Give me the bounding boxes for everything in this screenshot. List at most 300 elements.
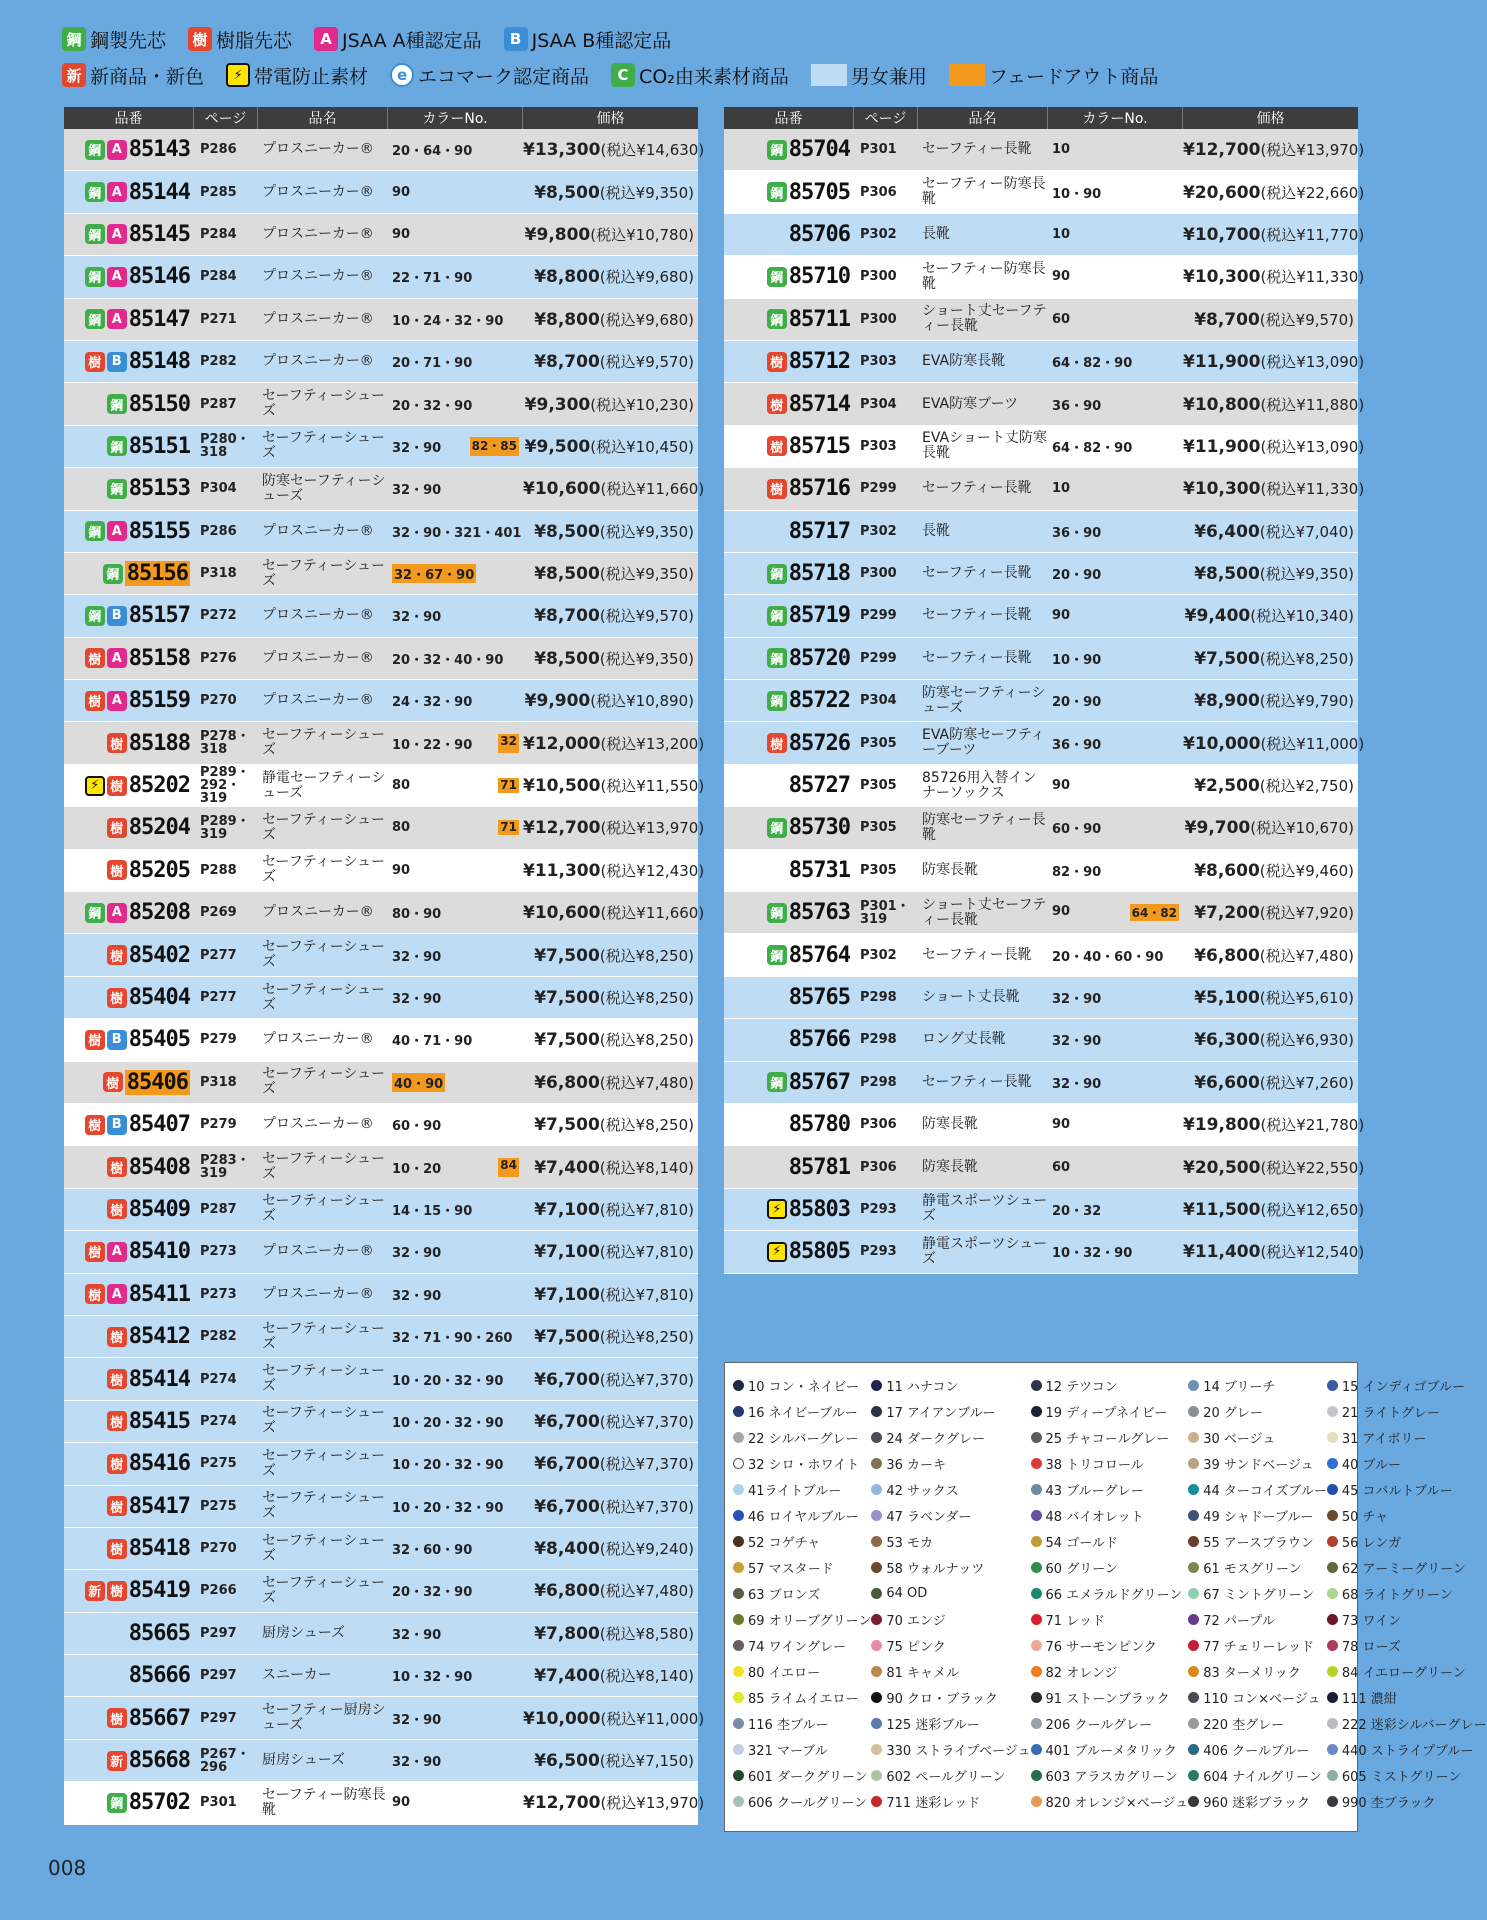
price: ¥9,700 xyxy=(1184,818,1251,839)
ju-icon: 樹 xyxy=(107,988,127,1008)
color-dot xyxy=(871,1588,882,1599)
color-item xyxy=(871,1713,1030,1733)
color-label: 11 ハナコン xyxy=(886,1379,959,1395)
product-name: セーフティー長靴 xyxy=(922,607,1032,624)
color-numbers xyxy=(1048,988,1183,1007)
part-number: 85781 xyxy=(788,1154,850,1180)
color-dot xyxy=(871,1380,882,1391)
color-dot xyxy=(1188,1380,1199,1391)
price: ¥12,700 xyxy=(523,818,601,839)
part-number: 85417 xyxy=(128,1493,190,1519)
color-list: 90 xyxy=(392,226,411,242)
part-no-cell xyxy=(724,892,854,933)
part-no-cell xyxy=(64,1655,194,1696)
color-item xyxy=(1188,1635,1327,1655)
kou-icon: 鋼 xyxy=(767,903,787,923)
price: ¥8,700 xyxy=(534,606,600,627)
table-row xyxy=(724,1019,1358,1061)
price-tax-included: (税込¥10,890) xyxy=(590,692,694,711)
color-dot xyxy=(733,1796,744,1807)
page-ref: P299 xyxy=(860,650,897,666)
part-no-cell xyxy=(64,129,194,170)
color-numbers xyxy=(388,1581,523,1600)
color-list: 90 xyxy=(1052,778,1071,794)
color-item xyxy=(871,1583,1030,1603)
product-name: プロスニーカー® xyxy=(262,1285,374,1302)
a-icon: A xyxy=(107,224,127,244)
table-row xyxy=(64,1443,698,1485)
part-number: 85710 xyxy=(788,264,850,290)
kou-icon: 鋼 xyxy=(767,267,787,287)
color-label: 71 レッド xyxy=(1045,1613,1106,1629)
kou-icon: 鋼 xyxy=(767,140,787,160)
a-icon: A xyxy=(107,521,127,541)
page-ref: P298 xyxy=(860,1074,897,1090)
page-ref: P278・318 xyxy=(200,729,250,758)
color-list: 40・71・90 xyxy=(392,1034,473,1050)
price-tax-included: (税込¥22,660) xyxy=(1260,183,1365,202)
part-no-cell xyxy=(64,299,194,340)
table-row xyxy=(724,595,1358,637)
shin-icon: 新 xyxy=(107,1751,127,1771)
color-dot xyxy=(1031,1406,1042,1417)
color-numbers xyxy=(388,1242,523,1261)
color-dot xyxy=(1327,1432,1338,1443)
price: ¥9,500 xyxy=(524,436,591,457)
price-cell xyxy=(1183,1199,1365,1220)
ju-icon: 樹 xyxy=(767,352,787,372)
price-cell xyxy=(523,1241,698,1262)
price-tax-included: (税込¥7,260) xyxy=(1259,1073,1354,1092)
color-numbers xyxy=(1048,227,1183,242)
price: ¥11,400 xyxy=(1183,1242,1261,1263)
product-name: セーフティー長靴 xyxy=(922,565,1032,582)
part-number: 85143 xyxy=(128,137,190,163)
page-ref: P287 xyxy=(200,1201,237,1217)
a-icon: A xyxy=(107,309,127,329)
color-dot xyxy=(1188,1640,1199,1651)
color-label: 15 インディゴブルー xyxy=(1341,1379,1465,1395)
ju-icon: 樹 xyxy=(107,1327,127,1347)
page-ref: P289・292・319 xyxy=(200,765,250,807)
color-item xyxy=(871,1661,1030,1681)
page-ref: P275 xyxy=(200,1498,237,1514)
page-ref: P298 xyxy=(860,1032,897,1048)
part-number: 85666 xyxy=(128,1663,190,1689)
part-no-cell xyxy=(724,341,854,382)
color-dot xyxy=(1188,1614,1199,1625)
color-dot xyxy=(871,1796,882,1807)
product-name: セーフティーシューズ xyxy=(262,854,386,886)
den-icon: ⚡ xyxy=(85,776,105,796)
color-list: 10・90 xyxy=(1052,652,1102,668)
b-icon: B xyxy=(107,1030,127,1050)
price-tax-included: (税込¥9,680) xyxy=(599,310,694,329)
table-header xyxy=(64,107,698,129)
price-tax-included: (税込¥12,430) xyxy=(600,861,705,880)
color-numbers xyxy=(388,1751,523,1770)
page-ref: P300 xyxy=(860,269,897,285)
color-dot xyxy=(1031,1432,1042,1443)
a-icon: A xyxy=(107,1242,127,1262)
product-name: 防寒長靴 xyxy=(922,861,978,878)
page-ref: P297 xyxy=(200,1710,237,1726)
price-tax-included: (税込¥9,240) xyxy=(599,1540,694,1559)
page-ref: P287 xyxy=(200,396,237,412)
kou-icon: 鋼 xyxy=(767,691,787,711)
price: ¥7,400 xyxy=(534,1666,600,1687)
color-dot xyxy=(1327,1692,1338,1703)
table-header xyxy=(724,107,1358,129)
part-no-cell xyxy=(724,171,854,212)
price-tax-included: (税込¥13,970) xyxy=(1260,141,1365,160)
a-icon: A xyxy=(107,140,127,160)
color-label: 110 コン×ベージュ xyxy=(1203,1691,1321,1707)
color-dot xyxy=(1031,1484,1042,1495)
color-label: 50 チャ xyxy=(1341,1509,1389,1525)
part-no-cell xyxy=(64,850,194,891)
part-no-cell xyxy=(724,426,854,467)
price: ¥10,300 xyxy=(1183,267,1261,288)
price-cell xyxy=(523,1199,698,1220)
color-item xyxy=(871,1791,1030,1811)
part-no-cell xyxy=(64,1697,194,1738)
product-name: プロスニーカー® xyxy=(262,607,374,624)
part-no-cell xyxy=(64,426,194,467)
color-label: 82 オレンジ xyxy=(1045,1665,1118,1681)
table-row xyxy=(724,468,1365,510)
color-list: 10・20・32・90 xyxy=(392,1415,504,1431)
color-numbers xyxy=(1048,564,1183,583)
color-label: 30 ベージュ xyxy=(1203,1431,1276,1447)
part-no-cell xyxy=(724,1146,854,1187)
color-list: 60・90 xyxy=(392,1119,442,1135)
page-ref: P304 xyxy=(860,693,897,709)
color-item xyxy=(1031,1661,1189,1681)
color-numbers xyxy=(388,1158,523,1177)
ju-icon: 樹 xyxy=(107,1496,127,1516)
table-row xyxy=(64,892,705,934)
b-icon: B xyxy=(504,27,528,51)
part-no-cell xyxy=(724,765,854,806)
color-item xyxy=(1188,1401,1327,1421)
color-list: 60 xyxy=(1052,311,1071,327)
page-ref: P283・319 xyxy=(200,1153,250,1182)
header-part-no: 品番 xyxy=(724,107,854,129)
page-ref: P288 xyxy=(200,862,237,878)
part-no-cell xyxy=(64,977,194,1018)
price-tax-included: (税込¥11,660) xyxy=(600,904,705,923)
color-numbers xyxy=(388,1115,523,1134)
color-numbers xyxy=(388,1285,523,1304)
part-no-cell xyxy=(64,1274,194,1315)
color-list: 10 xyxy=(1052,142,1071,158)
price-cell xyxy=(523,478,705,500)
color-list: 10・20・32・90 xyxy=(392,1500,504,1516)
color-dot xyxy=(871,1770,882,1781)
part-no-cell xyxy=(64,765,194,806)
ju-icon: 樹 xyxy=(107,818,127,838)
table-row xyxy=(64,1613,698,1655)
part-no-cell xyxy=(64,1613,194,1654)
color-dot xyxy=(1327,1380,1338,1391)
part-number: 85150 xyxy=(128,391,190,417)
part-number: 85764 xyxy=(788,942,850,968)
price-tax-included: (税込¥11,880) xyxy=(1260,395,1365,414)
color-dot xyxy=(1327,1640,1338,1651)
price-cell xyxy=(1183,182,1365,203)
ju-icon: 樹 xyxy=(767,394,787,414)
page-ref: P277 xyxy=(200,990,237,1005)
table-row xyxy=(724,553,1358,595)
page-ref: P279 xyxy=(200,1117,237,1133)
price: ¥8,500 xyxy=(534,564,600,585)
product-name: プロスニーカー® xyxy=(262,1243,374,1260)
color-list: 20・40・60・90 xyxy=(1052,949,1164,965)
price: ¥6,700 xyxy=(534,1411,600,1432)
price: ¥7,500 xyxy=(1194,648,1260,669)
color-list: 36・90 xyxy=(1052,737,1102,753)
a-icon: A xyxy=(107,691,127,711)
price-cell xyxy=(1183,648,1358,669)
a-icon: A xyxy=(107,267,127,287)
price: ¥10,600 xyxy=(523,903,601,924)
page-ref: P272 xyxy=(200,608,237,624)
color-numbers xyxy=(388,820,523,835)
price-tax-included: (税込¥13,090) xyxy=(1260,437,1365,456)
color-item xyxy=(733,1531,871,1551)
table-row xyxy=(64,1570,698,1612)
color-numbers xyxy=(388,437,523,456)
price-cell xyxy=(1183,563,1358,584)
color-label: 72 パープル xyxy=(1203,1613,1275,1629)
legend-label: CO₂由来素材商品 xyxy=(639,65,789,88)
page-ref: P300 xyxy=(860,566,897,582)
part-no-cell xyxy=(64,468,194,509)
color-item xyxy=(1327,1505,1487,1525)
color-list: 32・90 xyxy=(392,1288,442,1304)
price: ¥10,000 xyxy=(1183,733,1261,754)
page-ref: P305 xyxy=(860,820,897,836)
color-label: 61 モスグリーン xyxy=(1203,1561,1302,1577)
part-number: 85407 xyxy=(128,1112,190,1138)
page-ref: P270 xyxy=(200,1541,237,1557)
price-tax-included: (税込¥7,370) xyxy=(599,1412,694,1431)
part-no-cell xyxy=(724,468,854,509)
color-dot xyxy=(1031,1770,1042,1781)
page-ref: P318 xyxy=(200,566,237,582)
table-row xyxy=(724,934,1358,976)
product-name: セーフティーシューズ xyxy=(262,1405,386,1437)
ju-icon: 樹 xyxy=(767,733,787,753)
color-item xyxy=(1031,1427,1189,1447)
legend-item xyxy=(390,62,589,89)
color-list: 10・20 xyxy=(392,1161,442,1177)
price: ¥6,700 xyxy=(534,1454,600,1475)
part-no-cell xyxy=(64,553,194,594)
product-name: ショート丈セーフティー長靴 xyxy=(922,303,1047,335)
part-number: 85706 xyxy=(788,221,850,247)
table-row xyxy=(64,299,698,341)
price-cell xyxy=(1183,139,1365,161)
color-label: 990 杢ブラック xyxy=(1341,1795,1436,1811)
table-row xyxy=(64,1655,698,1697)
price-cell xyxy=(523,1284,698,1305)
product-name: セーフティーシューズ xyxy=(262,430,386,462)
legend-item xyxy=(62,62,204,89)
price-cell xyxy=(523,1369,698,1390)
price-tax-included: (税込¥7,370) xyxy=(599,1370,694,1389)
price-cell xyxy=(523,987,698,1008)
color-numbers xyxy=(388,267,523,286)
color-label: 17 アイアンブルー xyxy=(886,1405,996,1421)
ju-icon: 樹 xyxy=(107,945,127,965)
price-tax-included: (税込¥7,480) xyxy=(599,1582,694,1601)
legend-label: JSAA A種認定品 xyxy=(342,29,482,52)
table-row xyxy=(64,1274,698,1316)
color-list: 20・71・90 xyxy=(392,356,473,372)
price-cell xyxy=(523,182,698,203)
page-ref: P301・319 xyxy=(860,898,910,927)
product-name: プロスニーカー® xyxy=(262,904,374,921)
table-row xyxy=(64,214,698,256)
part-no-cell xyxy=(64,511,194,552)
price: ¥8,600 xyxy=(1194,860,1260,881)
table-row xyxy=(64,934,698,976)
price-tax-included: (税込¥9,350) xyxy=(599,649,694,668)
part-number: 85719 xyxy=(788,603,850,629)
color-label: 25 チャコールグレー xyxy=(1045,1431,1170,1447)
eco-icon: e xyxy=(390,63,414,87)
color-dot xyxy=(1188,1458,1199,1469)
part-number: 85148 xyxy=(128,349,190,375)
color-list: 32・90 xyxy=(1052,1034,1102,1050)
color-item xyxy=(1188,1557,1327,1577)
product-name: 静電スポーツシューズ xyxy=(922,1193,1048,1225)
color-chart xyxy=(724,1362,1487,1832)
color-list: 10 xyxy=(1052,226,1071,242)
color-dot xyxy=(871,1458,882,1469)
price-cell xyxy=(523,394,698,415)
price: ¥12,700 xyxy=(1183,140,1261,161)
color-list: 20・32・90 xyxy=(392,398,473,414)
legend-row-1 xyxy=(62,24,1362,54)
color-dot xyxy=(1327,1458,1338,1469)
color-list: 32・90 xyxy=(392,992,442,1007)
color-dot xyxy=(733,1588,744,1599)
color-dot xyxy=(733,1536,744,1547)
color-dot xyxy=(1327,1770,1338,1781)
price-tax-included: (税込¥10,450) xyxy=(590,437,694,456)
color-numbers xyxy=(388,734,523,753)
color-list: 36・90 xyxy=(1052,398,1102,414)
ju-icon: 樹 xyxy=(107,860,127,880)
table-row xyxy=(64,341,698,383)
price-cell xyxy=(1183,605,1358,626)
table-row xyxy=(64,1019,698,1061)
color-dot xyxy=(871,1718,882,1729)
part-number: 85151 xyxy=(128,433,190,459)
price-tax-included: (税込¥9,570) xyxy=(599,607,694,626)
color-item xyxy=(1327,1661,1487,1681)
color-label: 70 エンジ xyxy=(886,1613,946,1629)
price-cell xyxy=(523,1496,698,1517)
part-no-cell xyxy=(724,722,854,763)
color-label: 85 ライムイエロー xyxy=(748,1691,859,1707)
price: ¥8,500 xyxy=(534,648,600,669)
part-no-cell xyxy=(724,850,854,891)
color-dot xyxy=(733,1744,744,1755)
table-row xyxy=(64,977,698,1019)
part-no-cell xyxy=(64,1443,194,1484)
color-label: 603 アラスカグリーン xyxy=(1045,1769,1178,1785)
color-swatch xyxy=(949,64,985,86)
color-list: 36・90 xyxy=(1052,525,1102,541)
table-row xyxy=(64,1358,698,1400)
color-dot xyxy=(1327,1510,1338,1521)
product-name: プロスニーカー® xyxy=(262,141,374,158)
color-item xyxy=(733,1687,871,1707)
product-name: セーフティー長靴 xyxy=(922,1073,1032,1090)
color-list: 10・24・32・90 xyxy=(392,313,504,329)
kou-icon: 鋼 xyxy=(767,182,787,202)
color-list: 90 xyxy=(1052,904,1071,920)
color-item xyxy=(733,1401,871,1421)
table-row xyxy=(64,1062,698,1104)
color-list: 90 xyxy=(1052,1117,1071,1133)
table-row xyxy=(724,1062,1358,1104)
color-list: 32・90 xyxy=(392,1712,442,1728)
color-numbers xyxy=(1048,312,1183,327)
color-label: 77 チェリーレッド xyxy=(1203,1639,1315,1655)
color-dot xyxy=(1031,1692,1042,1703)
color-label: 58 ウォルナッツ xyxy=(886,1561,985,1577)
product-name: セーフティー厨房シューズ xyxy=(262,1702,386,1734)
color-dot xyxy=(733,1692,744,1703)
price-cell xyxy=(523,1538,698,1559)
part-no-cell xyxy=(64,256,194,297)
color-label: 19 ディープネイビー xyxy=(1045,1405,1168,1421)
price: ¥13,300 xyxy=(523,140,601,161)
price-tax-included: (税込¥8,250) xyxy=(599,1031,694,1050)
color-list: 32・90 xyxy=(1052,1076,1102,1092)
b-icon: B xyxy=(107,352,127,372)
color-item xyxy=(871,1557,1030,1577)
part-no-cell xyxy=(64,1570,194,1611)
price-cell xyxy=(523,1623,698,1644)
product-name: プロスニーカー® xyxy=(262,353,374,370)
color-label: 54 ゴールド xyxy=(1045,1535,1118,1551)
ju-icon: 樹 xyxy=(107,733,127,753)
product-name: プロスニーカー® xyxy=(262,522,374,539)
part-no-cell xyxy=(64,1146,194,1187)
page-ref: P297 xyxy=(200,1625,237,1641)
color-numbers xyxy=(1048,1242,1183,1261)
part-no-cell xyxy=(64,807,194,848)
color-item xyxy=(1031,1609,1189,1629)
price: ¥8,500 xyxy=(534,182,600,203)
ju-icon: 樹 xyxy=(107,1454,127,1474)
price-cell xyxy=(523,605,698,626)
product-name: 静電スポーツシューズ xyxy=(922,1235,1048,1267)
color-item xyxy=(733,1791,871,1811)
product-table-right xyxy=(724,107,1365,1274)
part-no-cell xyxy=(724,680,854,721)
price-cell xyxy=(1183,1157,1365,1178)
table-row xyxy=(64,1231,698,1273)
price: ¥8,700 xyxy=(534,352,600,373)
price: ¥9,800 xyxy=(524,224,591,245)
